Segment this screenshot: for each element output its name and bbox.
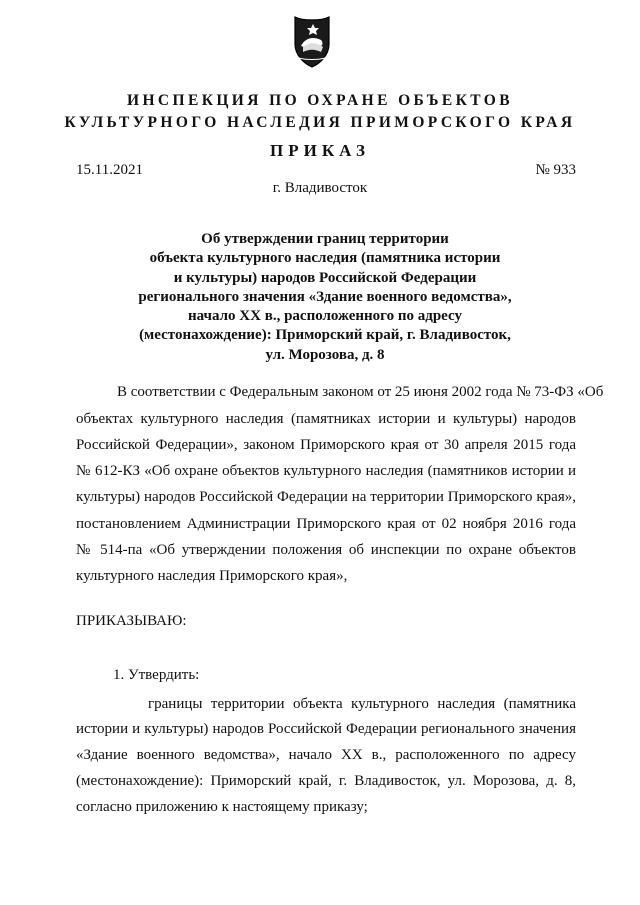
document-type: ПРИКАЗ xyxy=(270,141,370,160)
title-line: начало XX в., расположенного по адресу xyxy=(188,308,462,325)
document-date: 15.11.2021 xyxy=(76,162,143,178)
preamble-line: Российской Федерации», законом Приморского края от 30 апреля 2015 года xyxy=(76,437,576,453)
title-line: и культуры) народов Российской Федерации xyxy=(173,269,477,286)
organization-name-line2: КУЛЬТУРНОГО НАСЛЕДИЯ ПРИМОРСКОГО КРАЯ xyxy=(64,114,576,131)
preamble-line: № 514-па «Об утверждении положения об инспекции по охране объектов xyxy=(76,542,576,558)
document-number: № 933 xyxy=(535,162,576,178)
document-city: г. Владивосток xyxy=(272,180,368,196)
preamble-line: культуры) народов Российской Федерации на территории Приморского края», xyxy=(76,489,576,505)
preamble-line: объектах культурного наследия (памятниках истории и культуры) народов xyxy=(76,411,576,427)
title-line: Об утверждении границ территории xyxy=(201,231,449,247)
item-1-label: 1. Утвердить: xyxy=(113,667,200,683)
preamble-line: В соответствии с Федеральным законом от 25 июня 2002 года № 73-ФЗ «Об xyxy=(117,384,604,400)
title-line: объекта культурного наследия (памятника истории xyxy=(149,250,501,267)
title-line: ул. Морозова, д. 8 xyxy=(265,346,385,363)
order-word: ПРИКАЗЫВАЮ: xyxy=(76,613,187,629)
title-line: регионального значения «Здание военного ведомства», xyxy=(138,288,512,305)
title-line: (местонахождение): Приморский край, г. Владивосток, xyxy=(139,327,511,344)
preamble-line: культурного наследия Приморского края», xyxy=(76,568,348,584)
organization-name-line1: ИНСПЕКЦИЯ ПО ОХРАНЕ ОБЪЕКТОВ xyxy=(127,92,513,109)
document-title xyxy=(110,230,540,365)
item-1-line: истории и культуры) народов Российской Федерации регионального значения xyxy=(76,721,576,737)
item-1-line: согласно приложению к настоящему приказу; xyxy=(76,799,368,815)
item-1-line: (местонахождение): Приморский край, г. Владивосток, ул. Морозова, д. 8, xyxy=(76,773,576,789)
preamble-line: постановлением Администрации Приморского края от 02 ноября 2016 года xyxy=(76,516,576,532)
item-1-line: «Здание военного ведомства», начало XX в., расположенного по адресу xyxy=(76,747,576,763)
item-1-line: границы территории объекта культурного наследия (памятника xyxy=(148,696,576,712)
preamble-line: № 612-КЗ «Об охране объектов культурного наследия (памятников истории и xyxy=(76,463,576,479)
coat-of-arms-emblem xyxy=(291,14,333,68)
